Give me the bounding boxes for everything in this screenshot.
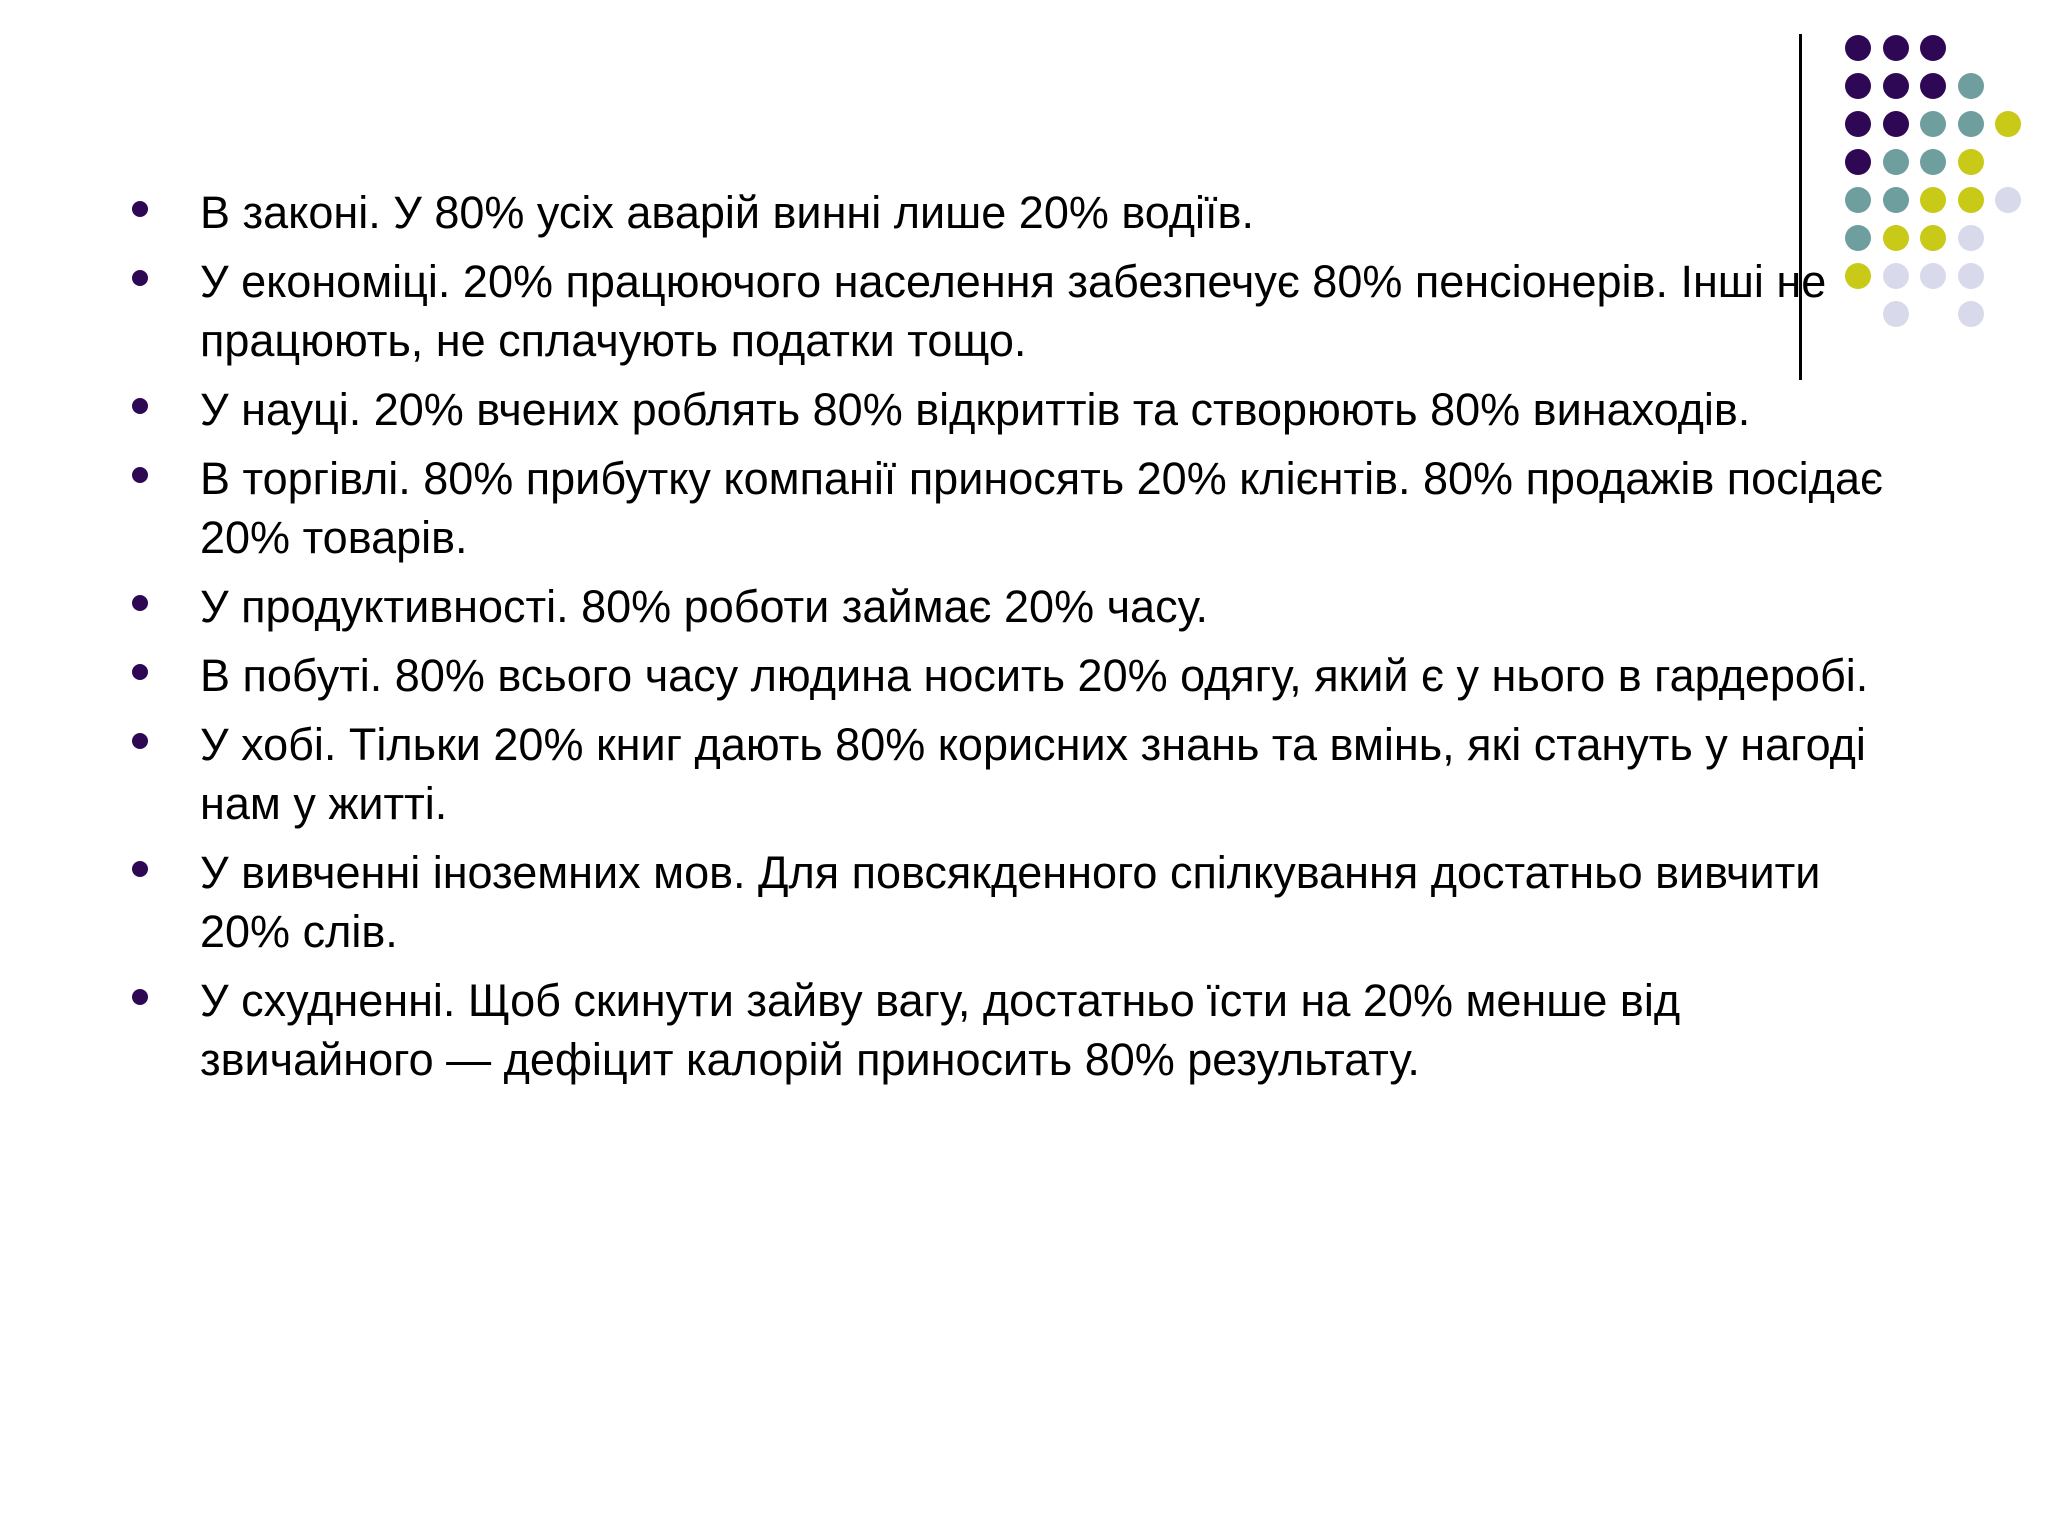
bullet-item-productivity (128, 577, 1908, 636)
bullet-item-law (128, 183, 1908, 242)
bullet-text: В побуті. 80% всього часу людина носить 20% одягу, який є у нього в гардеробі. (200, 650, 1869, 701)
decorative-dot-dark-purple (1920, 35, 1946, 61)
decorative-dot-teal (1958, 73, 1984, 99)
bullet-text: У вивченні іноземних мов. Для повсякденного спілкування достатньо вивчити 20% слів. (200, 847, 1821, 957)
decorative-dot-dark-purple (1920, 73, 1946, 99)
decorative-dot-yellow (1995, 111, 2021, 137)
decorative-dot-dark-purple (1883, 35, 1909, 61)
bullet-item-everyday-life (128, 646, 1908, 705)
bullet-item-hobby (128, 715, 1908, 833)
decorative-dot-dark-purple (1845, 73, 1871, 99)
bullet-item-languages (128, 843, 1908, 961)
decorative-dot-lavender (1958, 301, 1984, 327)
bullet-text: У схудненні. Щоб скинути зайву вагу, достатньо їсти на 20% менше від звичайного — дефіцит калорій приносить 80% результату. (200, 975, 1681, 1085)
bullet-dot-icon (132, 201, 148, 217)
bullet-text: У хобі. Тільки 20% книг дають 80% корисних знань та вмінь, які стануть у нагоді нам у житті. (200, 719, 1866, 829)
bullet-dot-icon (132, 398, 148, 414)
decorative-dot-dark-purple (1845, 149, 1871, 175)
decorative-dot-dark-purple (1883, 73, 1909, 99)
decorative-dot-teal (1958, 111, 1984, 137)
bullet-item-science (128, 380, 1908, 439)
bullet-text: У продуктивності. 80% роботи займає 20% часу. (200, 581, 1209, 632)
bullet-item-weight-loss (128, 971, 1908, 1089)
decorative-dot-yellow (1920, 225, 1946, 251)
decorative-dot-lavender (1958, 225, 1984, 251)
decorative-dot-teal (1920, 111, 1946, 137)
bullet-dot-icon (132, 861, 148, 877)
decorative-dot-dark-purple (1883, 111, 1909, 137)
decorative-dot-lavender (1958, 263, 1984, 289)
decorative-dot-lavender (1920, 263, 1946, 289)
decorative-dot-teal (1883, 149, 1909, 175)
bullet-list (128, 183, 1908, 1099)
decorative-dot-yellow (1958, 149, 1984, 175)
bullet-dot-icon (132, 664, 148, 680)
decorative-dot-teal (1920, 149, 1946, 175)
bullet-dot-icon (132, 467, 148, 483)
bullet-dot-icon (132, 989, 148, 1005)
decorative-dot-yellow (1958, 187, 1984, 213)
bullet-text: В торгівлі. 80% прибутку компанії приносять 20% клієнтів. 80% продажів посідає 20% товарів. (200, 453, 1883, 563)
decorative-dot-dark-purple (1845, 111, 1871, 137)
bullet-dot-icon (132, 270, 148, 286)
bullet-dot-icon (132, 733, 148, 749)
bullet-item-trade (128, 449, 1908, 567)
bullet-text: В законі. У 80% усіх аварій винні лише 20% водіїв. (200, 187, 1254, 238)
bullet-text: У економіці. 20% працюючого населення забезпечує 80% пенсіонерів. Інші не працюють, не сплачують податки тощо. (200, 256, 1827, 366)
decorative-dot-yellow (1920, 187, 1946, 213)
bullet-text: У науці. 20% вчених роблять 80% відкриттів та створюють 80% винаходів. (200, 384, 1751, 435)
bullet-item-economy (128, 252, 1908, 370)
bullet-dot-icon (132, 595, 148, 611)
decorative-dot-lavender (1995, 187, 2021, 213)
decorative-dot-dark-purple (1845, 35, 1871, 61)
